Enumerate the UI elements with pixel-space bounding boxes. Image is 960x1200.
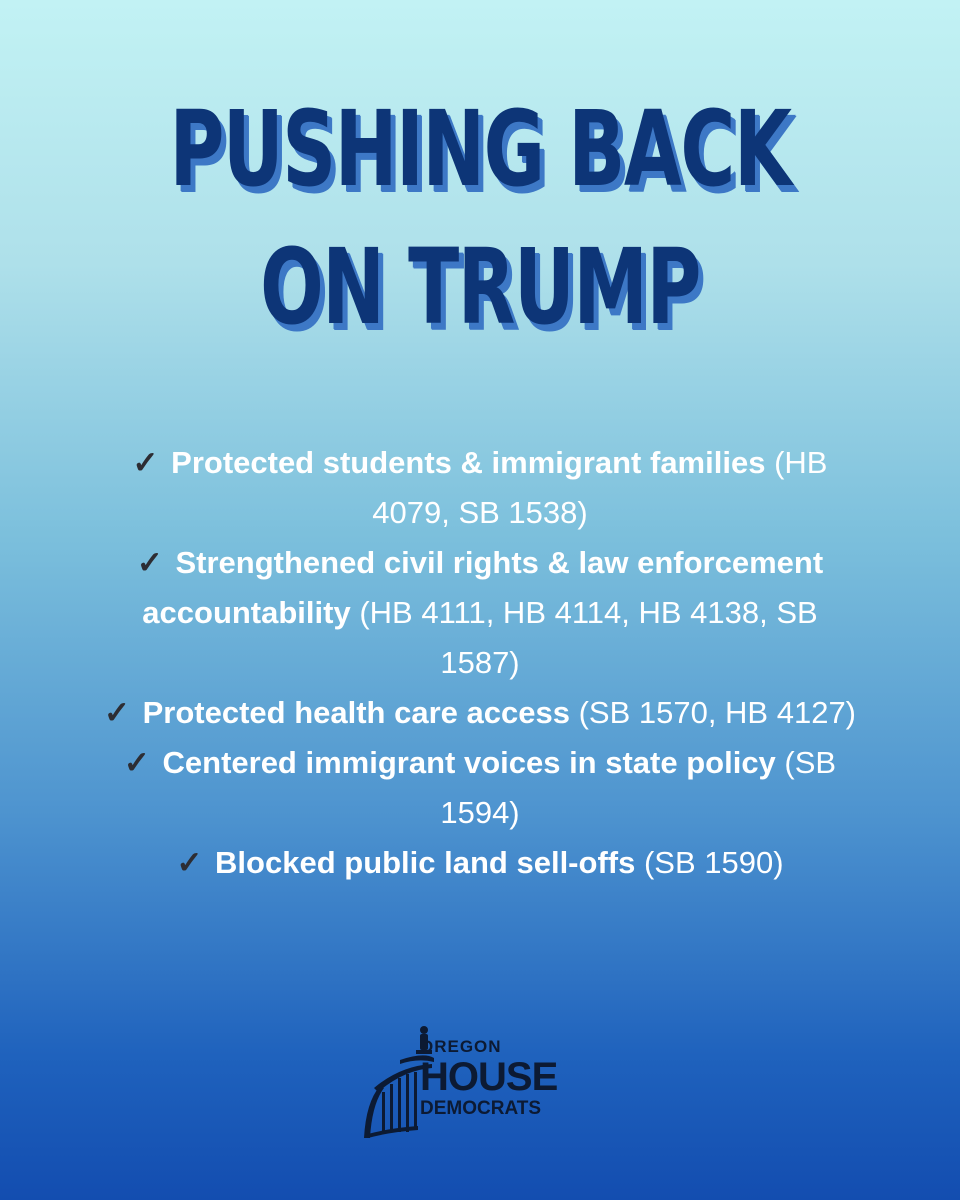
item-bills: (HB 4111, HB 4114, HB 4138, SB 1587): [359, 595, 818, 680]
list-item: [100, 838, 860, 888]
item-lead: Blocked public land sell-offs: [215, 845, 636, 880]
title-line-1: PUSHING BACK: [169, 88, 791, 210]
item-lead: Strengthened civil rights & law enforcement accountability: [142, 545, 824, 630]
title-line-2: ON TRUMP: [260, 226, 700, 348]
oregon-house-democrats-logo: [360, 1022, 600, 1142]
logo-wordmark: [420, 1038, 557, 1118]
logo-line-democrats: DEMOCRATS: [420, 1098, 542, 1119]
accomplishment-list: [100, 438, 860, 888]
item-bills: (HB 4079, SB 1538): [372, 445, 828, 530]
list-item: [100, 738, 860, 838]
list-item: [100, 688, 860, 738]
checkmark-icon: ✓: [103, 695, 130, 730]
list-item: [100, 538, 860, 688]
logo-line-house: HOUSE: [420, 1055, 558, 1099]
item-bills: (SB 1570, HB 4127): [578, 695, 857, 730]
item-lead: Protected health care access: [142, 695, 570, 730]
item-lead: Protected students & immigrant families: [171, 445, 766, 480]
item-bills: (SB 1594): [440, 745, 837, 830]
checkmark-icon: ✓: [123, 745, 150, 780]
checkmark-icon: ✓: [132, 445, 159, 480]
page-title: [134, 80, 825, 356]
item-bills: (SB 1590): [643, 845, 784, 880]
logo-line-oregon: OREGON: [420, 1037, 502, 1056]
checkmark-icon: ✓: [176, 845, 203, 880]
checkmark-icon: ✓: [136, 545, 163, 580]
list-item: [100, 438, 860, 538]
item-lead: Centered immigrant voices in state policy: [162, 745, 776, 780]
